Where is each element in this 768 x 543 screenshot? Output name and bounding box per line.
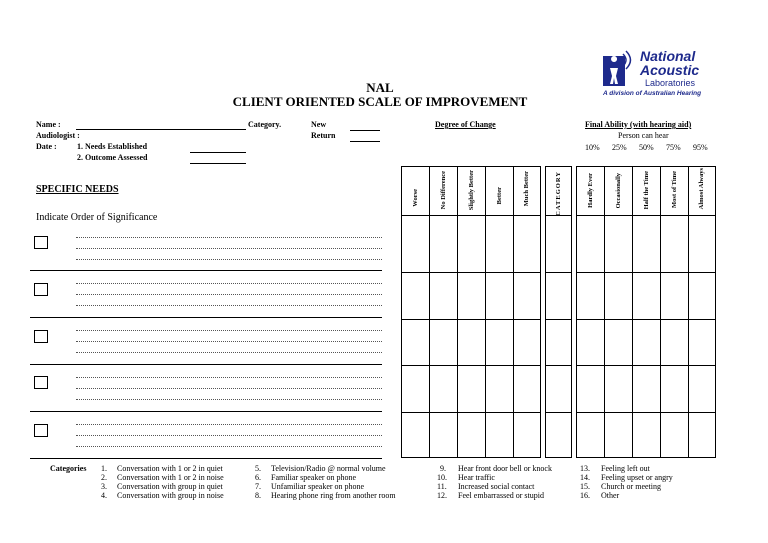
order-of-significance: Indicate Order of Significance	[36, 212, 158, 223]
category-column	[545, 166, 572, 458]
category-text: Conversation with group in quiet	[117, 482, 223, 491]
category-text: Conversation with 1 or 2 in quiet	[117, 464, 223, 473]
category-num: 3.	[101, 482, 107, 491]
need-line[interactable]	[76, 294, 382, 295]
logo-line3: Laboratories	[645, 78, 696, 88]
category-text: Hear front door bell or knock	[458, 464, 552, 473]
category-num: 16.	[580, 491, 590, 500]
category-num: 2.	[101, 473, 107, 482]
col-better: Better	[496, 187, 503, 205]
category-text: Church or meeting	[601, 482, 661, 491]
col-almost-always: Almost Always	[698, 168, 705, 210]
degree-of-change-grid	[401, 166, 541, 458]
category-text: Hear traffic	[458, 473, 495, 482]
percent-75: 75%	[666, 143, 681, 152]
category-num: 13.	[580, 464, 590, 473]
category-num: 5.	[255, 464, 261, 473]
col-half-the-time: Half the Time	[643, 171, 650, 210]
need-line[interactable]	[76, 424, 382, 425]
new-label: New	[311, 120, 327, 129]
category-text: Television/Radio @ normal volume	[271, 464, 386, 473]
category-text: Increased social contact	[458, 482, 535, 491]
category-text: Feeling left out	[601, 464, 650, 473]
category-num: 7.	[255, 482, 261, 491]
category-num: 14.	[580, 473, 590, 482]
category-num: 9.	[440, 464, 446, 473]
need-line[interactable]	[76, 237, 382, 238]
row-divider	[30, 364, 382, 365]
need-line[interactable]	[76, 352, 382, 353]
col-most-of-time: Most of Time	[671, 171, 678, 208]
category-num: 15.	[580, 482, 590, 491]
category-num: 10.	[437, 473, 447, 482]
col-occasionally: Occasionally	[615, 173, 622, 209]
logo-line1: National	[640, 48, 696, 64]
org-title: NAL	[366, 80, 394, 95]
specific-needs-heading: SPECIFIC NEEDS	[36, 184, 119, 195]
category-text: Feeling upset or angry	[601, 473, 673, 482]
row-divider	[30, 317, 382, 318]
need-line[interactable]	[76, 446, 382, 447]
category-text: Familiar speaker on phone	[271, 473, 357, 482]
category-num: 6.	[255, 473, 261, 482]
significance-checkbox[interactable]	[34, 376, 48, 389]
audiologist-label: Audiologist :	[36, 131, 80, 140]
col-worse: Worse	[412, 189, 419, 207]
category-column-label: CATEGORY	[555, 171, 562, 216]
need-line[interactable]	[76, 377, 382, 378]
row-divider	[30, 458, 382, 459]
need-line[interactable]	[76, 248, 382, 249]
need-line[interactable]	[76, 259, 382, 260]
col-hardly-ever: Hardly Ever	[587, 173, 594, 208]
final-ability-heading: Final Ability (with hearing aid)	[585, 120, 692, 129]
col-much-better: Much Better	[523, 171, 530, 207]
return-label: Return	[311, 131, 336, 140]
outcome-assessed-label: 2. Outcome Assessed	[77, 153, 148, 162]
categories-label: Categories	[50, 464, 87, 473]
significance-checkbox[interactable]	[34, 283, 48, 296]
significance-checkbox[interactable]	[34, 236, 48, 249]
new-field[interactable]	[350, 130, 380, 131]
category-num: 11.	[437, 482, 447, 491]
person-can-hear: Person can hear	[618, 131, 669, 140]
degree-of-change-heading: Degree of Change	[435, 120, 496, 129]
date-label: Date :	[36, 142, 57, 151]
category-text: Conversation with 1 or 2 in noise	[117, 473, 224, 482]
need-line[interactable]	[76, 435, 382, 436]
significance-checkbox[interactable]	[34, 424, 48, 437]
need-line[interactable]	[76, 330, 382, 331]
outcome-assessed-field[interactable]	[190, 163, 246, 164]
category-num: 12.	[437, 491, 447, 500]
needs-established-label: 1. Needs Established	[77, 142, 148, 151]
row-divider	[30, 270, 382, 271]
need-line[interactable]	[76, 305, 382, 306]
category-text: Unfamiliar speaker on phone	[271, 482, 365, 491]
percent-50: 50%	[639, 143, 654, 152]
return-field[interactable]	[350, 141, 380, 142]
percent-25: 25%	[612, 143, 627, 152]
category-text: Hearing phone ring from another room	[271, 491, 396, 500]
category-text: Other	[601, 491, 620, 500]
name-field[interactable]	[76, 129, 246, 130]
category-label: Category.	[248, 120, 282, 129]
need-line[interactable]	[76, 388, 382, 389]
needs-established-field[interactable]	[190, 152, 246, 153]
category-num: 4.	[101, 491, 107, 500]
percent-10: 10%	[585, 143, 600, 152]
col-no-difference: No Difference	[440, 171, 447, 210]
logo-tagline: A division of Australian Hearing	[603, 90, 702, 97]
page-title: CLIENT ORIENTED SCALE OF IMPROVEMENT	[232, 94, 528, 109]
category-num: 1.	[101, 464, 107, 473]
need-line[interactable]	[76, 399, 382, 400]
logo-line2: Acoustic	[640, 62, 700, 78]
need-line[interactable]	[76, 341, 382, 342]
row-divider	[30, 411, 382, 412]
category-text: Feel embarrassed or stupid	[458, 491, 544, 500]
final-ability-grid	[576, 166, 716, 458]
need-line[interactable]	[76, 283, 382, 284]
col-slightly-better: Slightly Better	[468, 170, 475, 211]
category-num: 8.	[255, 491, 261, 500]
significance-checkbox[interactable]	[34, 330, 48, 343]
percent-95: 95%	[693, 143, 708, 152]
name-label: Name :	[36, 120, 61, 129]
category-text: Conversation with group in noise	[117, 491, 224, 500]
